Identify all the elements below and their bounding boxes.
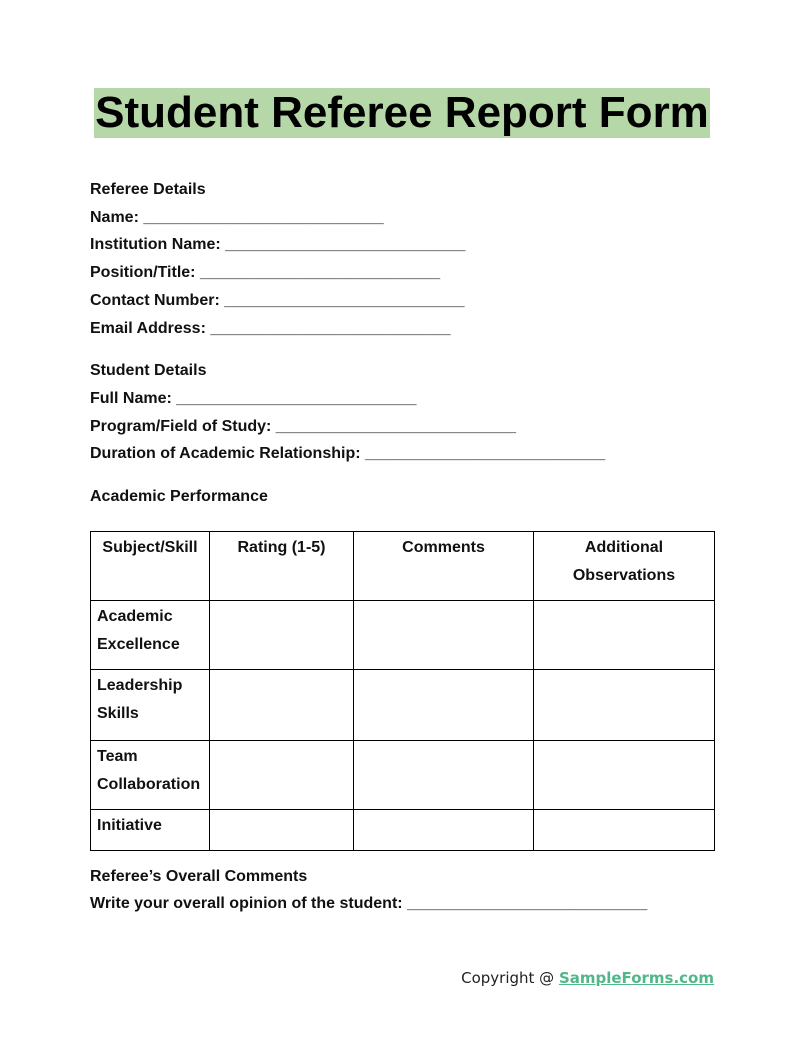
comments-cell[interactable] — [354, 600, 534, 669]
academic-performance-heading: Academic Performance — [90, 488, 268, 506]
field-label: Institution Name: — [90, 236, 221, 254]
column-header-observations: Additional Observations — [534, 531, 715, 600]
overall-comments-section — [90, 863, 714, 918]
column-header-subject: Subject/Skill — [91, 531, 210, 600]
rating-cell[interactable] — [210, 740, 354, 809]
table-header-row — [91, 531, 715, 600]
fill-blank[interactable]: ___________________________ — [225, 236, 466, 254]
table-row — [91, 669, 715, 740]
title-wrapper — [0, 88, 804, 138]
observations-cell[interactable] — [534, 740, 715, 809]
overall-comments-heading: Referee’s Overall Comments — [90, 867, 308, 885]
rating-cell[interactable] — [210, 600, 354, 669]
row-label: Team Collaboration — [91, 740, 210, 809]
row-label: Leadership Skills — [91, 669, 210, 740]
academic-performance-table — [90, 531, 715, 851]
row-label: Academic Excellence — [91, 600, 210, 669]
contact-number-field[interactable] — [90, 287, 714, 315]
column-header-rating: Rating (1-5) — [210, 531, 354, 600]
brand-link[interactable]: SampleForms.com — [558, 969, 714, 987]
fill-blank[interactable]: ___________________________ — [143, 208, 384, 226]
program-field[interactable] — [90, 413, 714, 441]
referee-name-field[interactable] — [90, 204, 714, 232]
row-label: Initiative — [91, 809, 210, 850]
student-full-name-field[interactable] — [90, 385, 714, 413]
table-row — [91, 600, 715, 669]
overall-opinion-field[interactable] — [90, 890, 714, 918]
observations-cell[interactable] — [534, 809, 715, 850]
fill-blank[interactable]: ___________________________ — [365, 445, 606, 463]
copyright-text: Copyright @ — [461, 969, 559, 987]
field-label: Position/Title: — [90, 264, 196, 282]
observations-cell[interactable] — [534, 600, 715, 669]
institution-name-field[interactable] — [90, 231, 714, 259]
fill-blank[interactable]: ___________________________ — [199, 264, 441, 282]
column-header-comments: Comments — [354, 531, 534, 600]
field-label: Email Address: — [90, 319, 206, 337]
comments-cell[interactable] — [354, 669, 534, 740]
comments-cell[interactable] — [354, 740, 534, 809]
comments-cell[interactable] — [354, 809, 534, 850]
form-content — [90, 176, 714, 918]
field-label: Contact Number: — [90, 291, 220, 309]
observations-cell[interactable] — [534, 669, 715, 740]
field-label: Name: — [90, 208, 139, 226]
fill-blank[interactable]: ___________________________ — [275, 417, 517, 435]
table-row — [91, 809, 715, 850]
fill-blank[interactable]: ___________________________ — [407, 895, 648, 913]
referee-details-heading: Referee Details — [90, 181, 206, 198]
fill-blank[interactable]: ___________________________ — [176, 389, 417, 407]
section-spacer — [90, 468, 714, 483]
student-details-heading: Student Details — [90, 362, 207, 380]
section-spacer — [90, 342, 714, 357]
duration-relationship-field[interactable] — [90, 440, 714, 468]
copyright-footer — [461, 968, 714, 988]
fill-blank[interactable]: ___________________________ — [210, 319, 451, 337]
table-row — [91, 740, 715, 809]
fill-blank[interactable]: ___________________________ — [224, 291, 465, 309]
field-label: Write your overall opinion of the student: — [90, 895, 403, 913]
position-title-field[interactable] — [90, 259, 714, 287]
email-address-field[interactable] — [90, 315, 714, 343]
rating-cell[interactable] — [210, 669, 354, 740]
rating-cell[interactable] — [210, 809, 354, 850]
field-label: Program/Field of Study: — [90, 417, 272, 435]
field-label: Full Name: — [90, 389, 172, 407]
page-title: Student Referee Report Form — [95, 88, 709, 137]
field-label: Duration of Academic Relationship: — [90, 445, 361, 463]
